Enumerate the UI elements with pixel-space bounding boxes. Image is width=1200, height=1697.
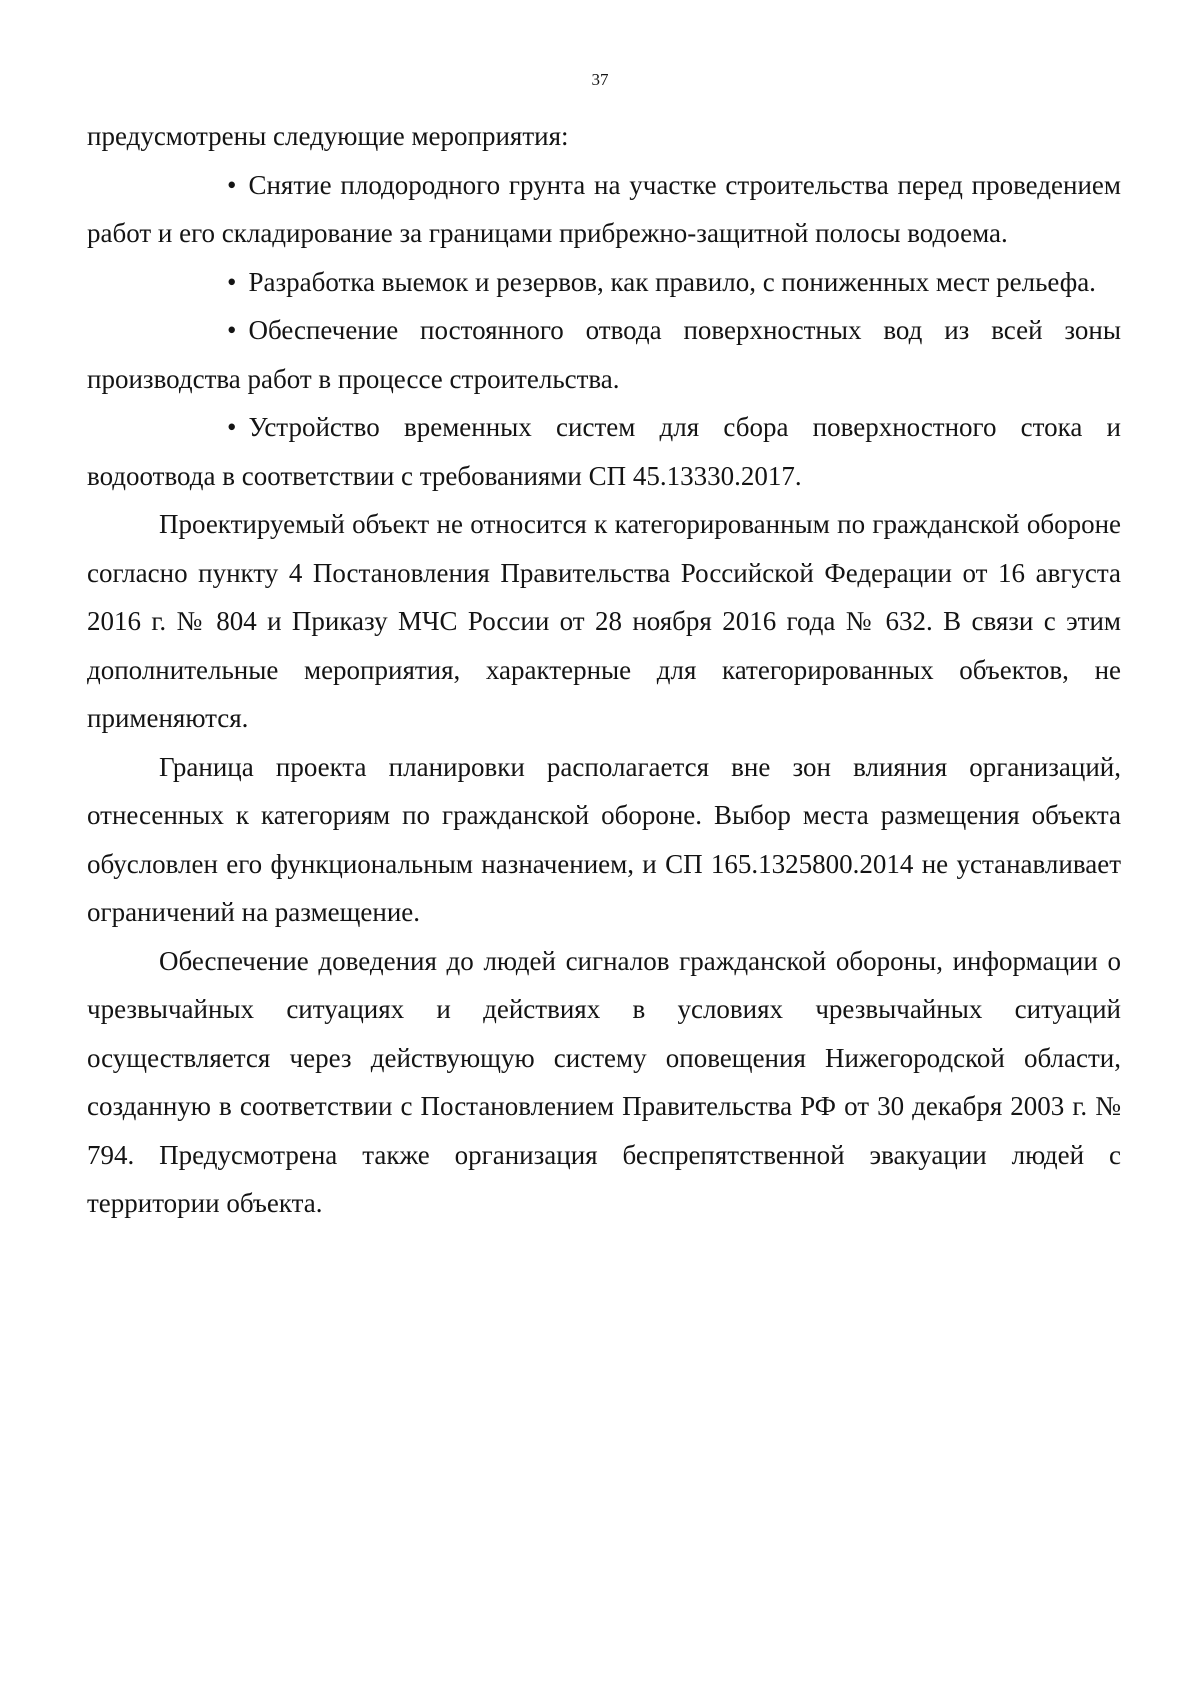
bullet-icon: • <box>227 412 237 442</box>
bullet-item <box>87 161 1121 258</box>
bullet-text: Обеспечение постоянного отвода поверхностных вод из всей зоны производства работ в процессе строительства. <box>87 315 1121 394</box>
paragraph-planning-boundary: Граница проекта планировки располагается вне зон влияния организаций, отнесенных к категориям по гражданской обороне. Выбор места размещения объекта обусловлен его функциональным назначением, и СП 165.1325800.2014 не устанавливает ограничений на размещение. <box>87 751 1121 927</box>
bullet-icon: • <box>227 266 237 297</box>
bullet-list <box>87 161 1121 501</box>
bullet-icon: • <box>227 169 237 200</box>
bullet-item <box>87 306 1121 403</box>
page-content <box>87 112 1121 1228</box>
bullet-text: Разработка выемок и резервов, как правило, с пониженных мест рельефа. <box>248 266 1096 297</box>
bullet-item <box>87 258 1121 307</box>
page-number: 37 <box>591 70 609 89</box>
bullet-icon: • <box>227 315 237 345</box>
intro-line: предусмотрены следующие мероприятия: <box>87 121 569 151</box>
bullet-text: Снятие плодородного грунта на участке строительства перед проведением работ и его складирование за границами прибрежно-защитной полосы водоема. <box>87 169 1121 248</box>
bullet-text: Устройство временных систем для сбора поверхностного стока и водоотвода в соответствии с требованиями СП 45.13330.2017. <box>87 412 1121 491</box>
paragraph-civil-defense-category: Проектируемый объект не относится к категорированным по гражданской обороне согласно пункту 4 Постановления Правительства Российской Федерации от 16 августа 2016 г. № 804 и Приказу МЧС России от 28 ноября 2016 года № 632. В связи с этим дополнительные мероприятия, характерные для категорированных объектов, не применяются. <box>87 509 1121 733</box>
paragraph-warning-system: Обеспечение доведения до людей сигналов гражданской обороны, информации о чрезвычайных ситуациях и действиях в условиях чрезвычайных ситуаций осуществляется через действующую систему оповещения Нижегородской области, созданную в соответствии с Постановлением Правительства РФ от 30 декабря 2003 г. № 794. Предусмотрена также организация беспрепятственной эвакуации людей с территории объекта. <box>87 945 1121 1218</box>
bullet-item <box>87 403 1121 500</box>
